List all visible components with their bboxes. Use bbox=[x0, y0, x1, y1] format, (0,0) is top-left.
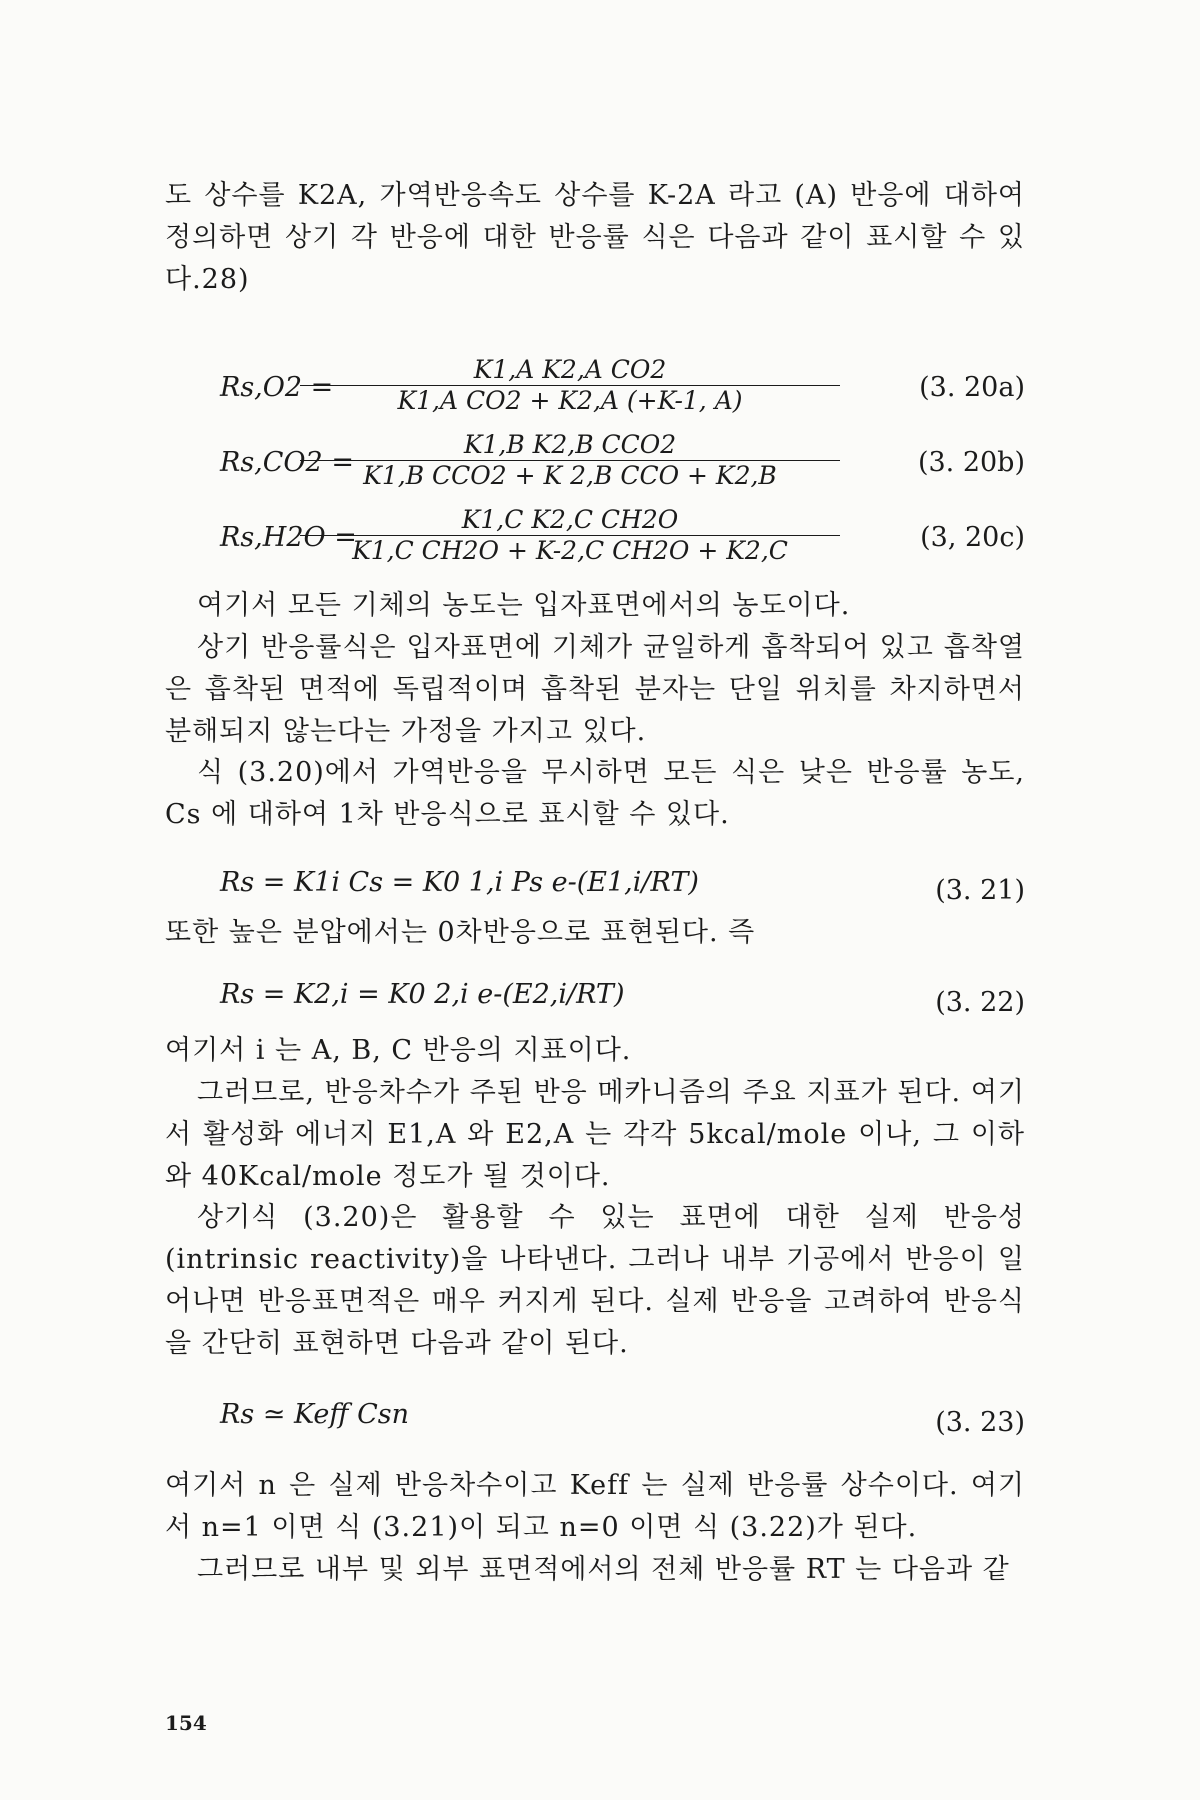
equation-3-20b-denominator: K1,B CCO2 + K 2,B CCO + K2,B bbox=[300, 460, 840, 491]
equation-3-20b-lhs: Rs,CO2 = bbox=[220, 447, 354, 478]
paragraph-intrinsic-reactivity: 상기식 (3.20)은 활용할 수 있는 표면에 대한 실제 반응성(intrinsic reactivity)을 나타낸다. 그러나 내부 기공에서 반응이 일어나면 반응표면적은 매우 커지게 된다. 실제 반응을 고려하여 반응식을 간단히 표현하면 다음과 같이 된다. bbox=[165, 1202, 1025, 1359]
paragraph-index: 여기서 i 는 A, B, C 반응의 지표이다. bbox=[165, 1035, 632, 1066]
equation-3-20c-numerator: K1,C K2,C CH2O bbox=[461, 505, 679, 534]
equation-3-23 bbox=[220, 1390, 1025, 1450]
equation-3-20b-number: (3. 20b) bbox=[917, 447, 1025, 478]
paragraph-zero-order: 또한 높은 분압에서는 0차반응으로 표현된다. 즉 bbox=[165, 917, 756, 948]
equation-3-20b-fraction bbox=[300, 430, 840, 491]
equation-3-22 bbox=[220, 970, 1025, 1030]
equation-3-20a-denominator: K1,A CO2 + K2,A (+K-1, A) bbox=[300, 385, 840, 416]
intro-paragraph-block bbox=[165, 175, 1025, 301]
equation-3-20a-lhs: Rs,O2 = bbox=[220, 372, 334, 403]
equation-3-20c-lhs: Rs,H2O = bbox=[220, 522, 357, 553]
equation-3-20c-denominator: K1,C CH2O + K-2,C CH2O + K2,C bbox=[300, 535, 840, 566]
paragraph-effective-order: 여기서 n 은 실제 반응차수이고 Keff 는 실제 반응률 상수이다. 여기서 n=1 이면 식 (3.21)이 되고 n=0 이면 식 (3.22)가 된다. bbox=[165, 1470, 1025, 1543]
final-paragraph-block bbox=[165, 1465, 1025, 1591]
equation-3-20a-number: (3. 20a) bbox=[919, 372, 1025, 403]
paragraph-activation-energy: 그러므로, 반응차수가 주된 반응 메카니즘의 주요 지표가 된다. 여기서 활성화 에너지 E1,A 와 E2,A 는 각각 5kcal/mole 이나, 그 이하와 40Kcal/mole 정도가 될 것이다. bbox=[165, 1076, 1025, 1192]
paragraph-intro: 도 상수를 K2A, 가역반응속도 상수를 K-2A 라고 (A) 반응에 대하여 정의하면 상기 각 반응에 대한 반응률 식은 다음과 같이 표시할 수 있다.28) bbox=[165, 180, 1025, 295]
equation-3-20c-number: (3, 20c) bbox=[920, 522, 1025, 553]
paragraph-total-rate: 그러므로 내부 및 외부 표면적에서의 전체 반응률 RT 는 다음과 같 bbox=[197, 1553, 1010, 1585]
equation-3-20b bbox=[220, 430, 1025, 490]
equation-3-21-number: (3. 21) bbox=[935, 875, 1025, 906]
equation-3-20a-numerator: K1,A K2,A CO2 bbox=[473, 355, 667, 384]
lower-paragraph-block bbox=[165, 1030, 1025, 1365]
equation-3-20b-numerator: K1,B K2,B CCO2 bbox=[463, 430, 677, 459]
equation-3-21-expression: Rs = K1i Cs = K0 1,i Ps e-(E1,i/RT) bbox=[220, 867, 699, 898]
equation-3-20a-fraction bbox=[300, 355, 840, 416]
equation-3-20c bbox=[220, 505, 1025, 565]
middle-paragraph-block bbox=[165, 585, 1025, 836]
page-number: 154 bbox=[165, 1711, 207, 1735]
equation-3-23-number: (3. 23) bbox=[935, 1407, 1025, 1438]
equation-3-22-expression: Rs = K2,i = K0 2,i e-(E2,i/RT) bbox=[220, 979, 625, 1010]
equation-3-21 bbox=[220, 858, 1025, 918]
equation-3-20c-fraction bbox=[300, 505, 840, 566]
paragraph-first-order: 식 (3.20)에서 가역반응을 무시하면 모든 식은 낮은 반응률 농도, Cs 에 대하여 1차 반응식으로 표시할 수 있다. bbox=[165, 757, 1025, 831]
equation-3-23-expression: Rs ≃ Keff Csn bbox=[220, 1399, 410, 1430]
equation-3-22-number: (3. 22) bbox=[935, 987, 1025, 1018]
zero-order-paragraph-block bbox=[165, 912, 1025, 954]
paragraph-concentration: 여기서 모든 기체의 농도는 입자표면에서의 농도이다. bbox=[197, 590, 851, 621]
paragraph-assumptions: 상기 반응률식은 입자표면에 기체가 균일하게 흡착되어 있고 흡착열은 흡착된 면적에 독립적이며 흡착된 분자는 단일 위치를 차지하면서 분해되지 않는다는 가정을 가지고 있다. bbox=[165, 631, 1025, 747]
equation-3-20a bbox=[220, 355, 1025, 415]
